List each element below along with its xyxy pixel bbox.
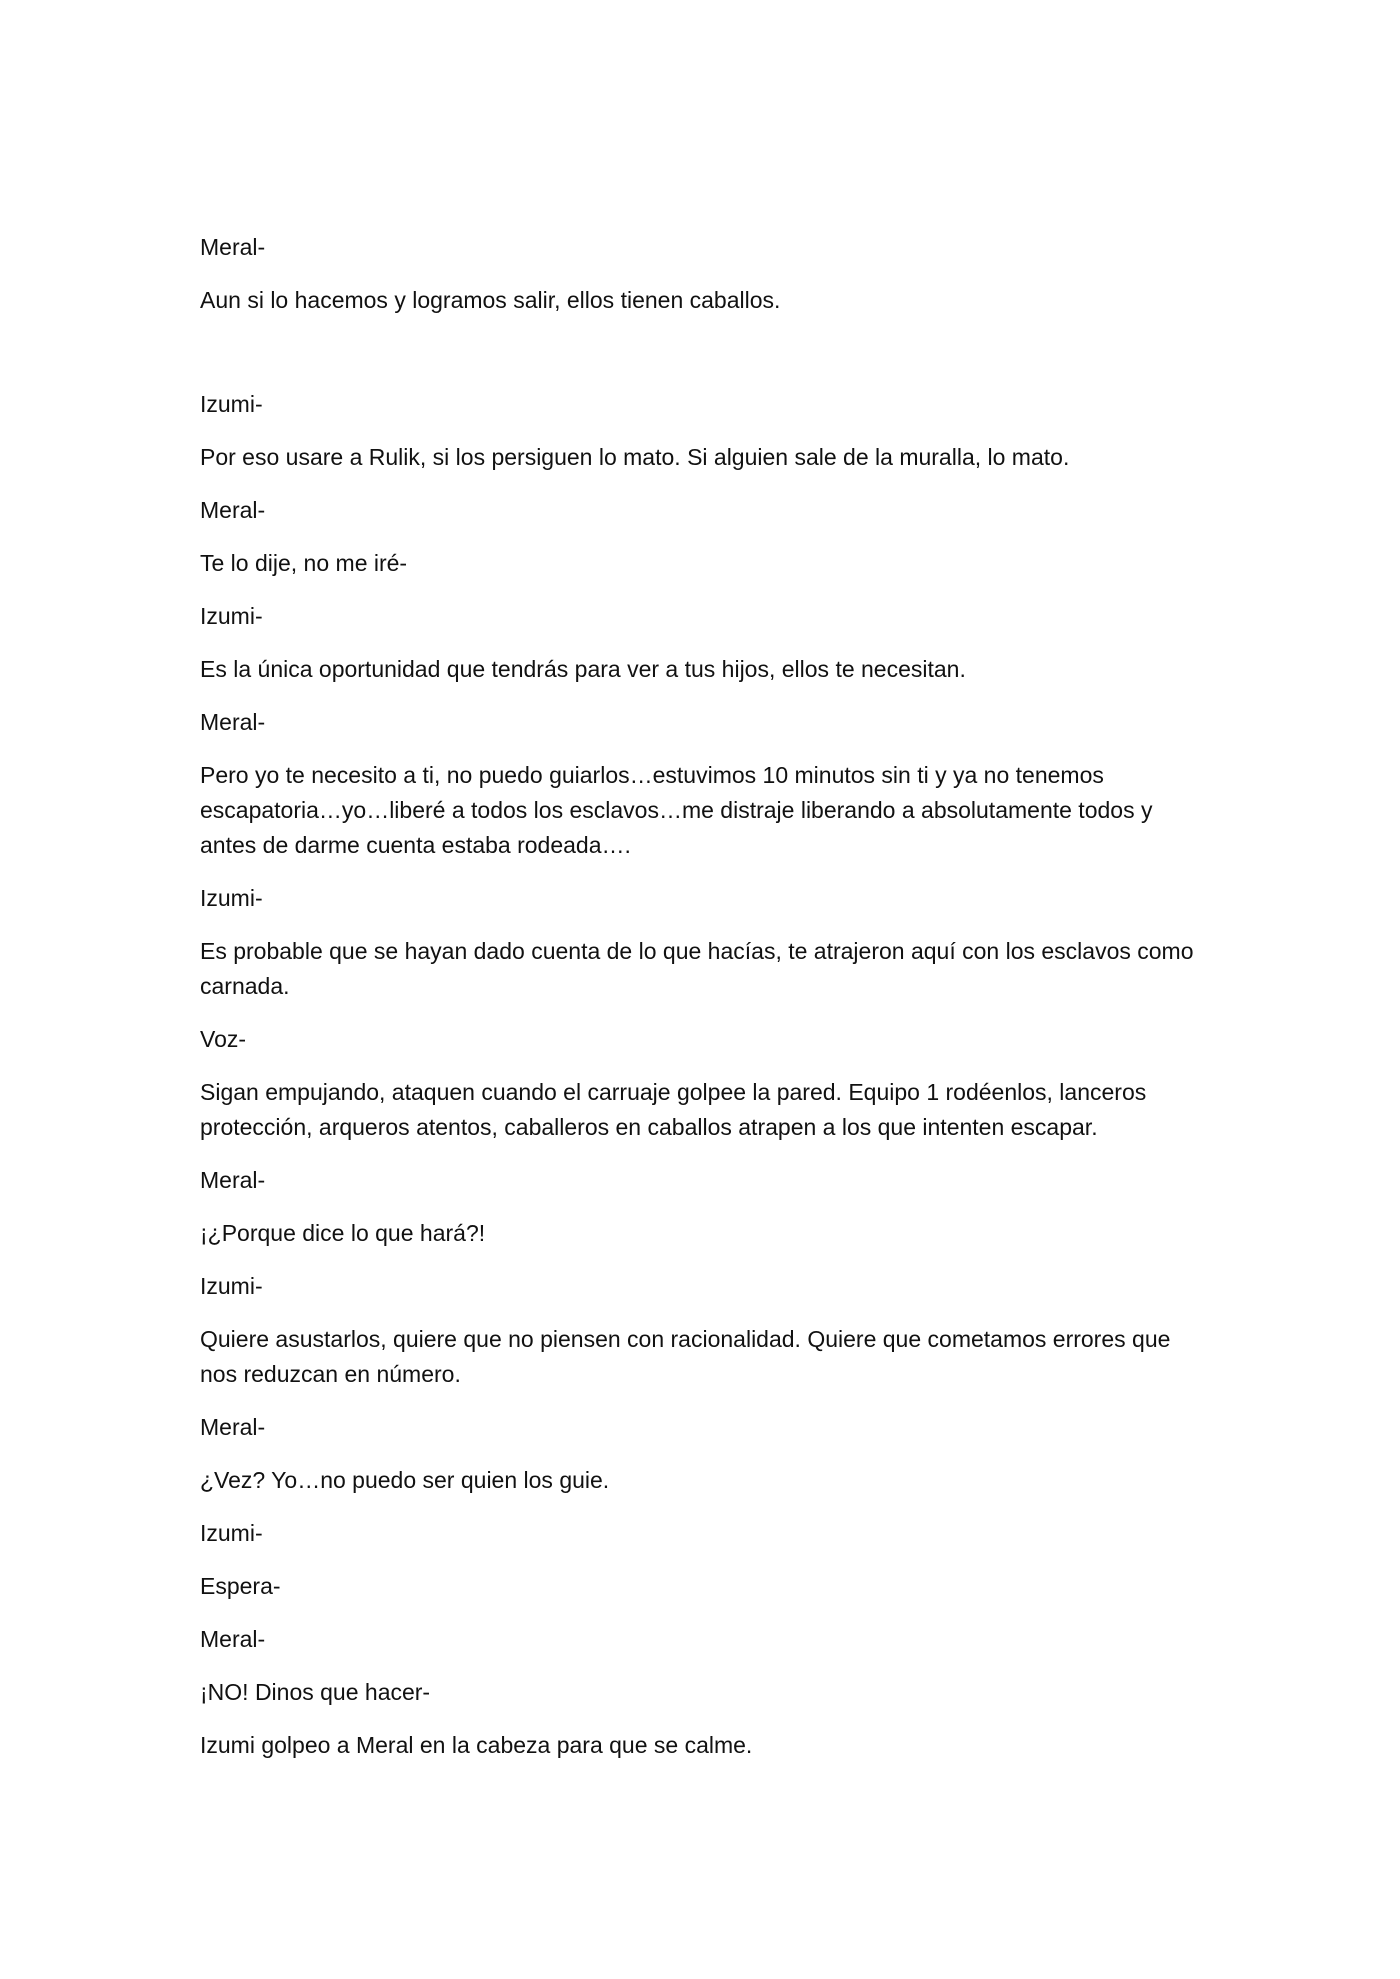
dialogue-line: Por eso usare a Rulik, si los persiguen lo mato. Si alguien sale de la muralla, lo mato. (200, 444, 1070, 470)
dialogue-line: Pero yo te necesito a ti, no puedo guiarlos…estuvimos 10 minutos sin ti y ya no tenemos escapatoria…yo…liberé a todos los esclavos…me distraje liberando a absolutamente todos y antes de darme cuenta estaba rodeada…. (200, 762, 1159, 858)
speaker-label: Meral- (200, 1626, 266, 1652)
speaker-label: Meral- (200, 709, 266, 735)
document-body (200, 230, 1200, 1781)
speaker-label: Meral- (200, 234, 266, 260)
dialogue-line: Espera- (200, 1573, 281, 1599)
speaker-label: Voz- (200, 1026, 247, 1052)
speaker-label: Izumi- (200, 391, 263, 417)
dialogue-line: Te lo dije, no me iré- (200, 550, 408, 576)
dialogue-line: ¡¿Porque dice lo que hará?! (200, 1220, 486, 1246)
dialogue-line: Es la única oportunidad que tendrás para ver a tus hijos, ellos te necesitan. (200, 656, 966, 682)
dialogue-line: ¿Vez? Yo…no puedo ser quien los guie. (200, 1467, 610, 1493)
dialogue-line: Quiere asustarlos, quiere que no piensen con racionalidad. Quiere que cometamos errores que nos reduzcan en número. (200, 1326, 1177, 1387)
speaker-label: Izumi- (200, 1520, 263, 1546)
dialogue-line: Sigan empujando, ataquen cuando el carruaje golpee la pared. Equipo 1 rodéenlos, lanceros protección, arqueros atentos, caballeros en caballos atrapen a los que intenten escapar. (200, 1079, 1153, 1140)
speaker-label: Meral- (200, 1414, 266, 1440)
speaker-label: Meral- (200, 497, 266, 523)
speaker-label: Izumi- (200, 1273, 263, 1299)
dialogue-line: Es probable que se hayan dado cuenta de lo que hacías, te atrajeron aquí con los esclavos como carnada. (200, 938, 1200, 999)
speaker-label: Meral- (200, 1167, 266, 1193)
dialogue-line: Aun si lo hacemos y logramos salir, ellos tienen caballos. (200, 287, 781, 313)
dialogue-line: ¡NO! Dinos que hacer- (200, 1679, 431, 1705)
speaker-label: Izumi- (200, 885, 263, 911)
narration-line: Izumi golpeo a Meral en la cabeza para que se calme. (200, 1732, 753, 1758)
speaker-label: Izumi- (200, 603, 263, 629)
